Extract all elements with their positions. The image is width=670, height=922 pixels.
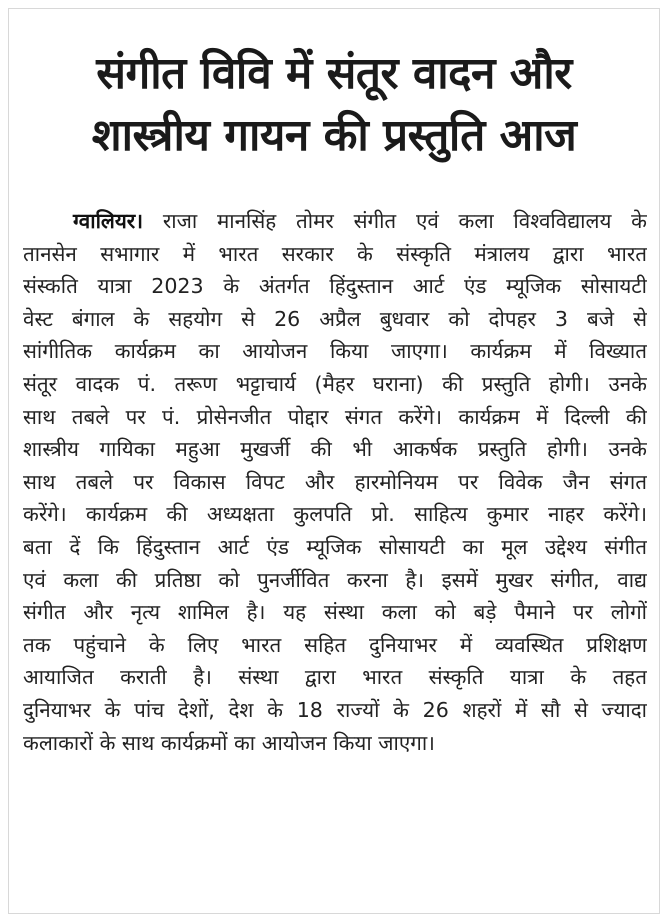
- article-line: साथ तबले पर पं. प्रोसेनजीत पोद्दार संगत करेंगे। कार्यक्रम में दिल्ली की: [23, 404, 647, 429]
- article-body: [23, 205, 647, 759]
- article-line: साथ तबले पर विकास विपट और हारमोनियम पर विवेक जैन संगत: [23, 469, 647, 494]
- article-line: संतूर वादक पं. तरूण भट्टाचार्य (मैहर घराना) की प्रस्तुति होगी। उनके: [23, 371, 647, 396]
- article-line: [23, 205, 647, 238]
- headline-line-2: शास्त्रीय गायन की प्रस्तुति आज: [91, 110, 577, 161]
- article-line: आयाजित कराती है। संस्था द्वारा भारत संस्कृति यात्रा के तहत: [23, 665, 647, 690]
- dateline: ग्वालियर।: [73, 209, 144, 233]
- article-line: शास्त्रीय गायिका महुआ मुखर्जी की भी आकर्षक प्रस्तुति होगी। उनके: [23, 437, 647, 462]
- article-line: तक पहुंचाने के लिए भारत सहित दुनियाभर में व्यवस्थित प्रशिक्षण: [23, 632, 647, 657]
- article-line: सांगीतिक कार्यक्रम का आयोजन किया जाएगा। कार्यक्रम में विख्यात: [23, 339, 647, 364]
- article-line: संगीत और नृत्य शामिल है। यह संस्था कला को बड़े पैमाने पर लोगों: [23, 600, 647, 625]
- article-line: वेस्ट बंगाल के सहयोग से 26 अप्रैल बुधवार को दोपहर 3 बजे से: [23, 306, 647, 331]
- article-line: दुनियाभर के पांच देशों, देश के 18 राज्यों के 26 शहरों में सौ से ज्यादा: [23, 697, 647, 722]
- article-line: तानसेन सभागार में भारत सरकार के संस्कृति मंत्रालय द्वारा भारत: [23, 241, 647, 266]
- headline-line-1: संगीत विवि में संतूर वादन और: [96, 48, 572, 99]
- article-line: कलाकारों के साथ कार्यक्रमों का आयोजन किया जाएगा।: [23, 730, 435, 755]
- article-line: करेंगे। कार्यक्रम की अध्यक्षता कुलपति प्रो. साहित्य कुमार नाहर करेंगे।: [23, 502, 647, 527]
- article-line: संस्कति यात्रा 2023 के अंतर्गत हिंदुस्तान आर्ट एंड म्यूजिक सोसायटी: [23, 274, 647, 299]
- article-line: बता दें कि हिंदुस्तान आर्ट एंड म्यूजिक सोसायटी का मूल उद्देश्य संगीत: [23, 534, 647, 559]
- article-line-text: राजा मानसिंह तोमर संगीत एवं कला विश्वविद्यालय के: [162, 209, 647, 233]
- headline: [9, 9, 659, 167]
- newspaper-clipping: [8, 8, 660, 914]
- article-line: एवं कला की प्रतिष्ठा को पुनर्जीवित करना है। इसमें मुखर संगीत, वाद्य: [23, 567, 647, 592]
